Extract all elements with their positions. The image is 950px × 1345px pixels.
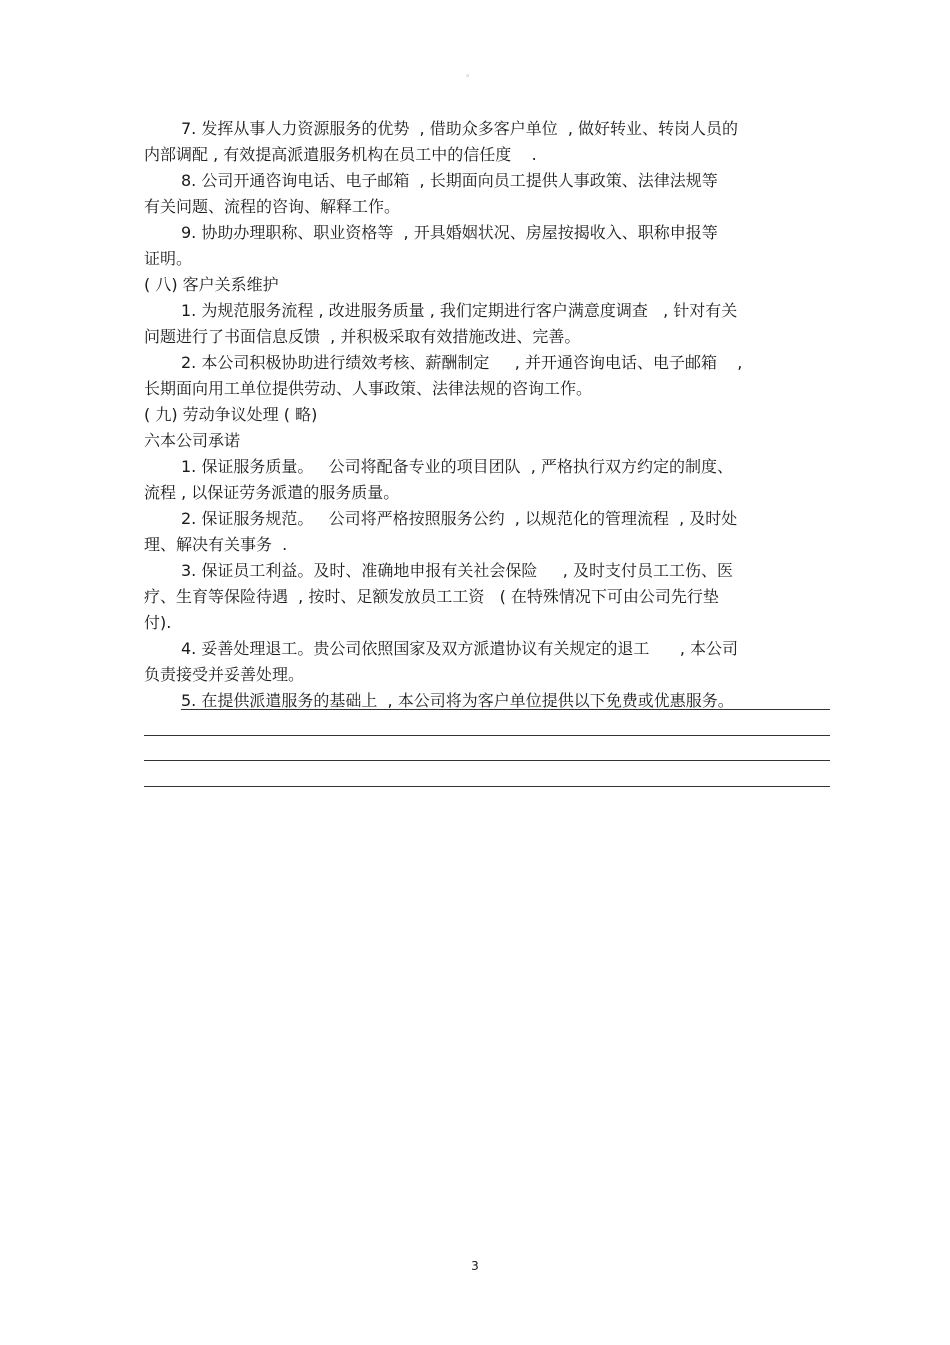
- text-line: 1. 保证服务质量。 公司将配备专业的项目团队 , 严格执行双方约定的制度、: [181, 457, 733, 476]
- text-line: 内部调配 , 有效提高派遣服务机构在员工中的信任度 .: [144, 145, 537, 164]
- header-mark: 。: [466, 69, 476, 79]
- text-line: 疗、生育等保险待遇 , 按时、足额发放员工工资 ( 在特殊情况下可由公司先行垫: [144, 587, 719, 606]
- text-line: 2. 保证服务规范。 公司将严格按照服务公约 , 以规范化的管理流程 , 及时处: [181, 509, 738, 528]
- blank-fill-line: [144, 735, 830, 736]
- text-line: 理、解决有关事务 .: [144, 535, 288, 554]
- blank-fill-line: [144, 760, 830, 761]
- text-line: 流程 , 以保证劳务派遣的服务质量。: [144, 483, 400, 502]
- text-line: 付).: [144, 613, 172, 632]
- text-line: 8. 公司开通咨询电话、电子邮箱 , 长期面向员工提供人事政策、法律法规等: [181, 171, 718, 190]
- text-line: 有关问题、流程的咨询、解释工作。: [144, 197, 401, 216]
- text-line: 2. 本公司积极协助进行绩效考核、薪酬制定 , 并开通咨询电话、电子邮箱 ,: [181, 353, 743, 372]
- text-line: 3. 保证员工利益。及时、准确地申报有关社会保险 , 及时支付员工工伤、医: [181, 561, 733, 580]
- text-line: 负责接受并妥善处理。: [144, 665, 305, 684]
- text-line: 7. 发挥从事人力资源服务的优势 , 借助众多客户单位 , 做好转业、转岗人员的: [181, 119, 739, 138]
- text-line: 证明。: [144, 249, 193, 268]
- section-heading: ( 九) 劳动争议处理 ( 略): [144, 405, 318, 424]
- section-heading: ( 八) 客户关系维护: [144, 275, 279, 294]
- text-line: 1. 为规范服务流程 , 改进服务质量 , 我们定期进行客户满意度调查 , 针对有关: [181, 301, 738, 320]
- text-line: 4. 妥善处理退工。贵公司依照国家及双方派遣协议有关规定的退工 , 本公司: [181, 639, 739, 658]
- text-line: 9. 协助办理职称、职业资格等 , 开具婚姻状况、房屋按揭收入、职称申报等: [181, 223, 718, 242]
- text-line: 长期面向用工单位提供劳动、人事政策、法律法规的咨询工作。: [144, 379, 593, 398]
- section-heading: 六本公司承诺: [144, 431, 241, 450]
- blank-fill-line: [144, 786, 830, 787]
- document-body: [144, 116, 834, 714]
- text-line: 问题进行了书面信息反馈 , 并积极采取有效措施改进、完善。: [144, 327, 581, 346]
- page-number: 3: [471, 1259, 479, 1273]
- text-line: 5. 在提供派遣服务的基础上 , 本公司将为客户单位提供以下免费或优惠服务。: [181, 691, 734, 710]
- blank-fill-line: [181, 709, 830, 710]
